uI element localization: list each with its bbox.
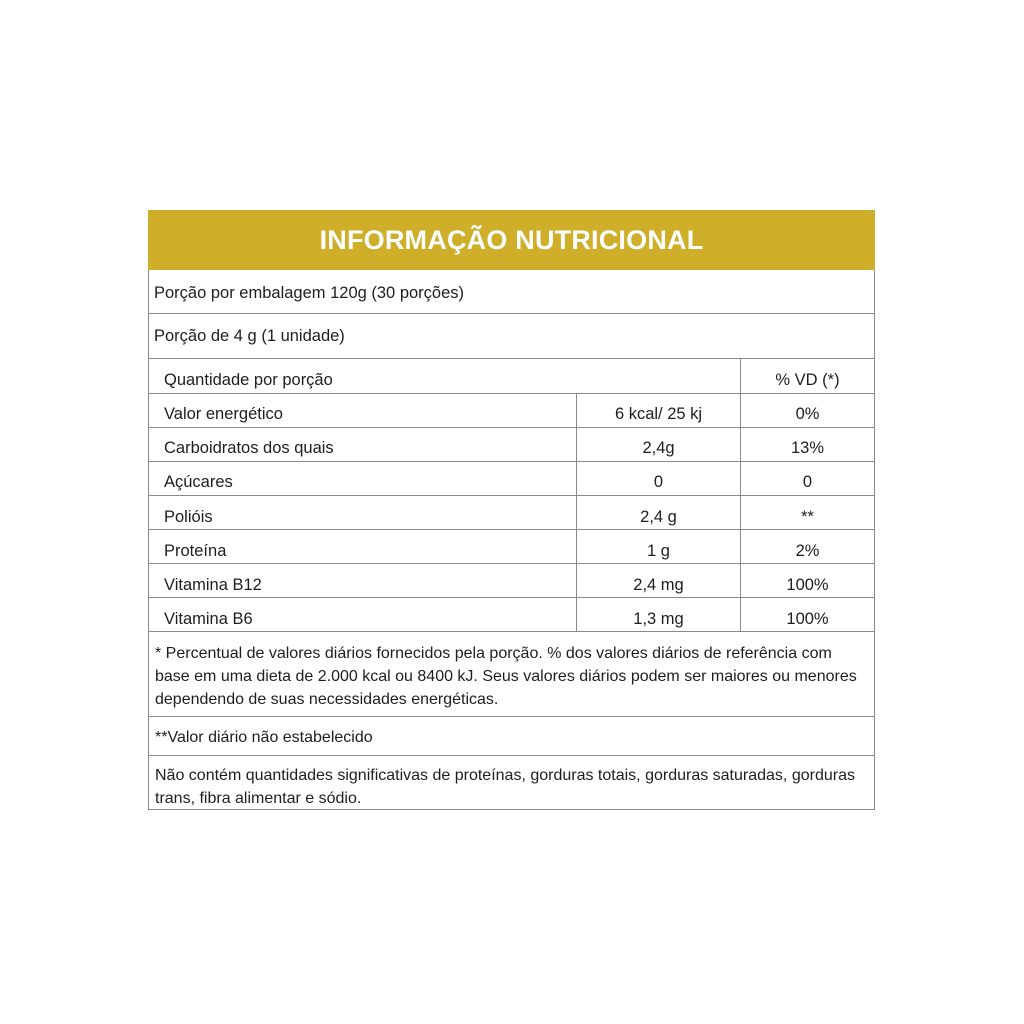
divider [149, 461, 874, 462]
nutrient-name: Vitamina B6 [164, 610, 253, 628]
nutrient-name: Polióis [164, 508, 213, 526]
nutrient-vd: 13% [790, 439, 825, 457]
portion-per-package: Porção por embalagem 120g (30 porções) [154, 284, 465, 302]
nutrient-vd: 100% [786, 576, 829, 594]
nutrient-amount: 0 [653, 473, 664, 491]
portion-size: Porção de 4 g (1 unidade) [154, 327, 345, 345]
nutrient-name: Açúcares [164, 473, 233, 491]
nutrient-name: Carboidratos dos quais [164, 439, 334, 457]
nutrient-vd: 0% [795, 405, 820, 423]
footnote-not-established: **Valor diário não estabelecido [155, 729, 373, 746]
divider [149, 427, 874, 428]
nutrient-amount: 2,4 g [640, 508, 677, 526]
divider [149, 597, 874, 598]
nutrient-vd: 100% [786, 610, 829, 628]
nutrient-name: Valor energético [164, 405, 283, 423]
divider [149, 313, 874, 314]
nutrient-amount: 2,4g [642, 439, 675, 457]
nutrient-amount: 6 kcal/ 25 kj [614, 405, 703, 423]
divider [149, 358, 874, 359]
divider [149, 393, 874, 394]
divider [149, 495, 874, 496]
nutrition-title: INFORMAÇÃO NUTRICIONAL [319, 224, 704, 255]
nutrient-vd: 0 [802, 473, 813, 491]
nutrient-amount: 1 g [647, 542, 670, 560]
table-header-vd: % VD (*) [775, 371, 840, 389]
divider [149, 529, 874, 530]
nutrient-amount: 2,4 mg [633, 576, 684, 594]
divider [149, 716, 874, 717]
divider [149, 631, 874, 632]
nutrient-name: Vitamina B12 [164, 576, 262, 594]
nutrient-vd: ** [801, 508, 814, 526]
nutrition-header [148, 210, 875, 270]
footnote-vd: * Percentual de valores diários fornecidos pela porção. % dos valores diários de referência com base em uma dieta de 2.000 kcal ou 8400 kJ. Seus valores diários podem ser maiores ou menores dependendo de suas necessidades energéticas. [155, 645, 857, 708]
disclaimer: Não contém quantidades significativas de proteínas, gorduras totais, gorduras saturadas, gorduras trans, fibra alimentar e sódio. [155, 767, 855, 807]
table-header-label: Quantidade por porção [164, 371, 333, 389]
divider [149, 563, 874, 564]
nutrient-amount: 1,3 mg [633, 610, 684, 628]
divider [149, 755, 874, 756]
nutrient-vd: 2% [795, 542, 820, 560]
nutrient-name: Proteína [164, 542, 227, 560]
nutrition-facts-panel [148, 210, 875, 810]
